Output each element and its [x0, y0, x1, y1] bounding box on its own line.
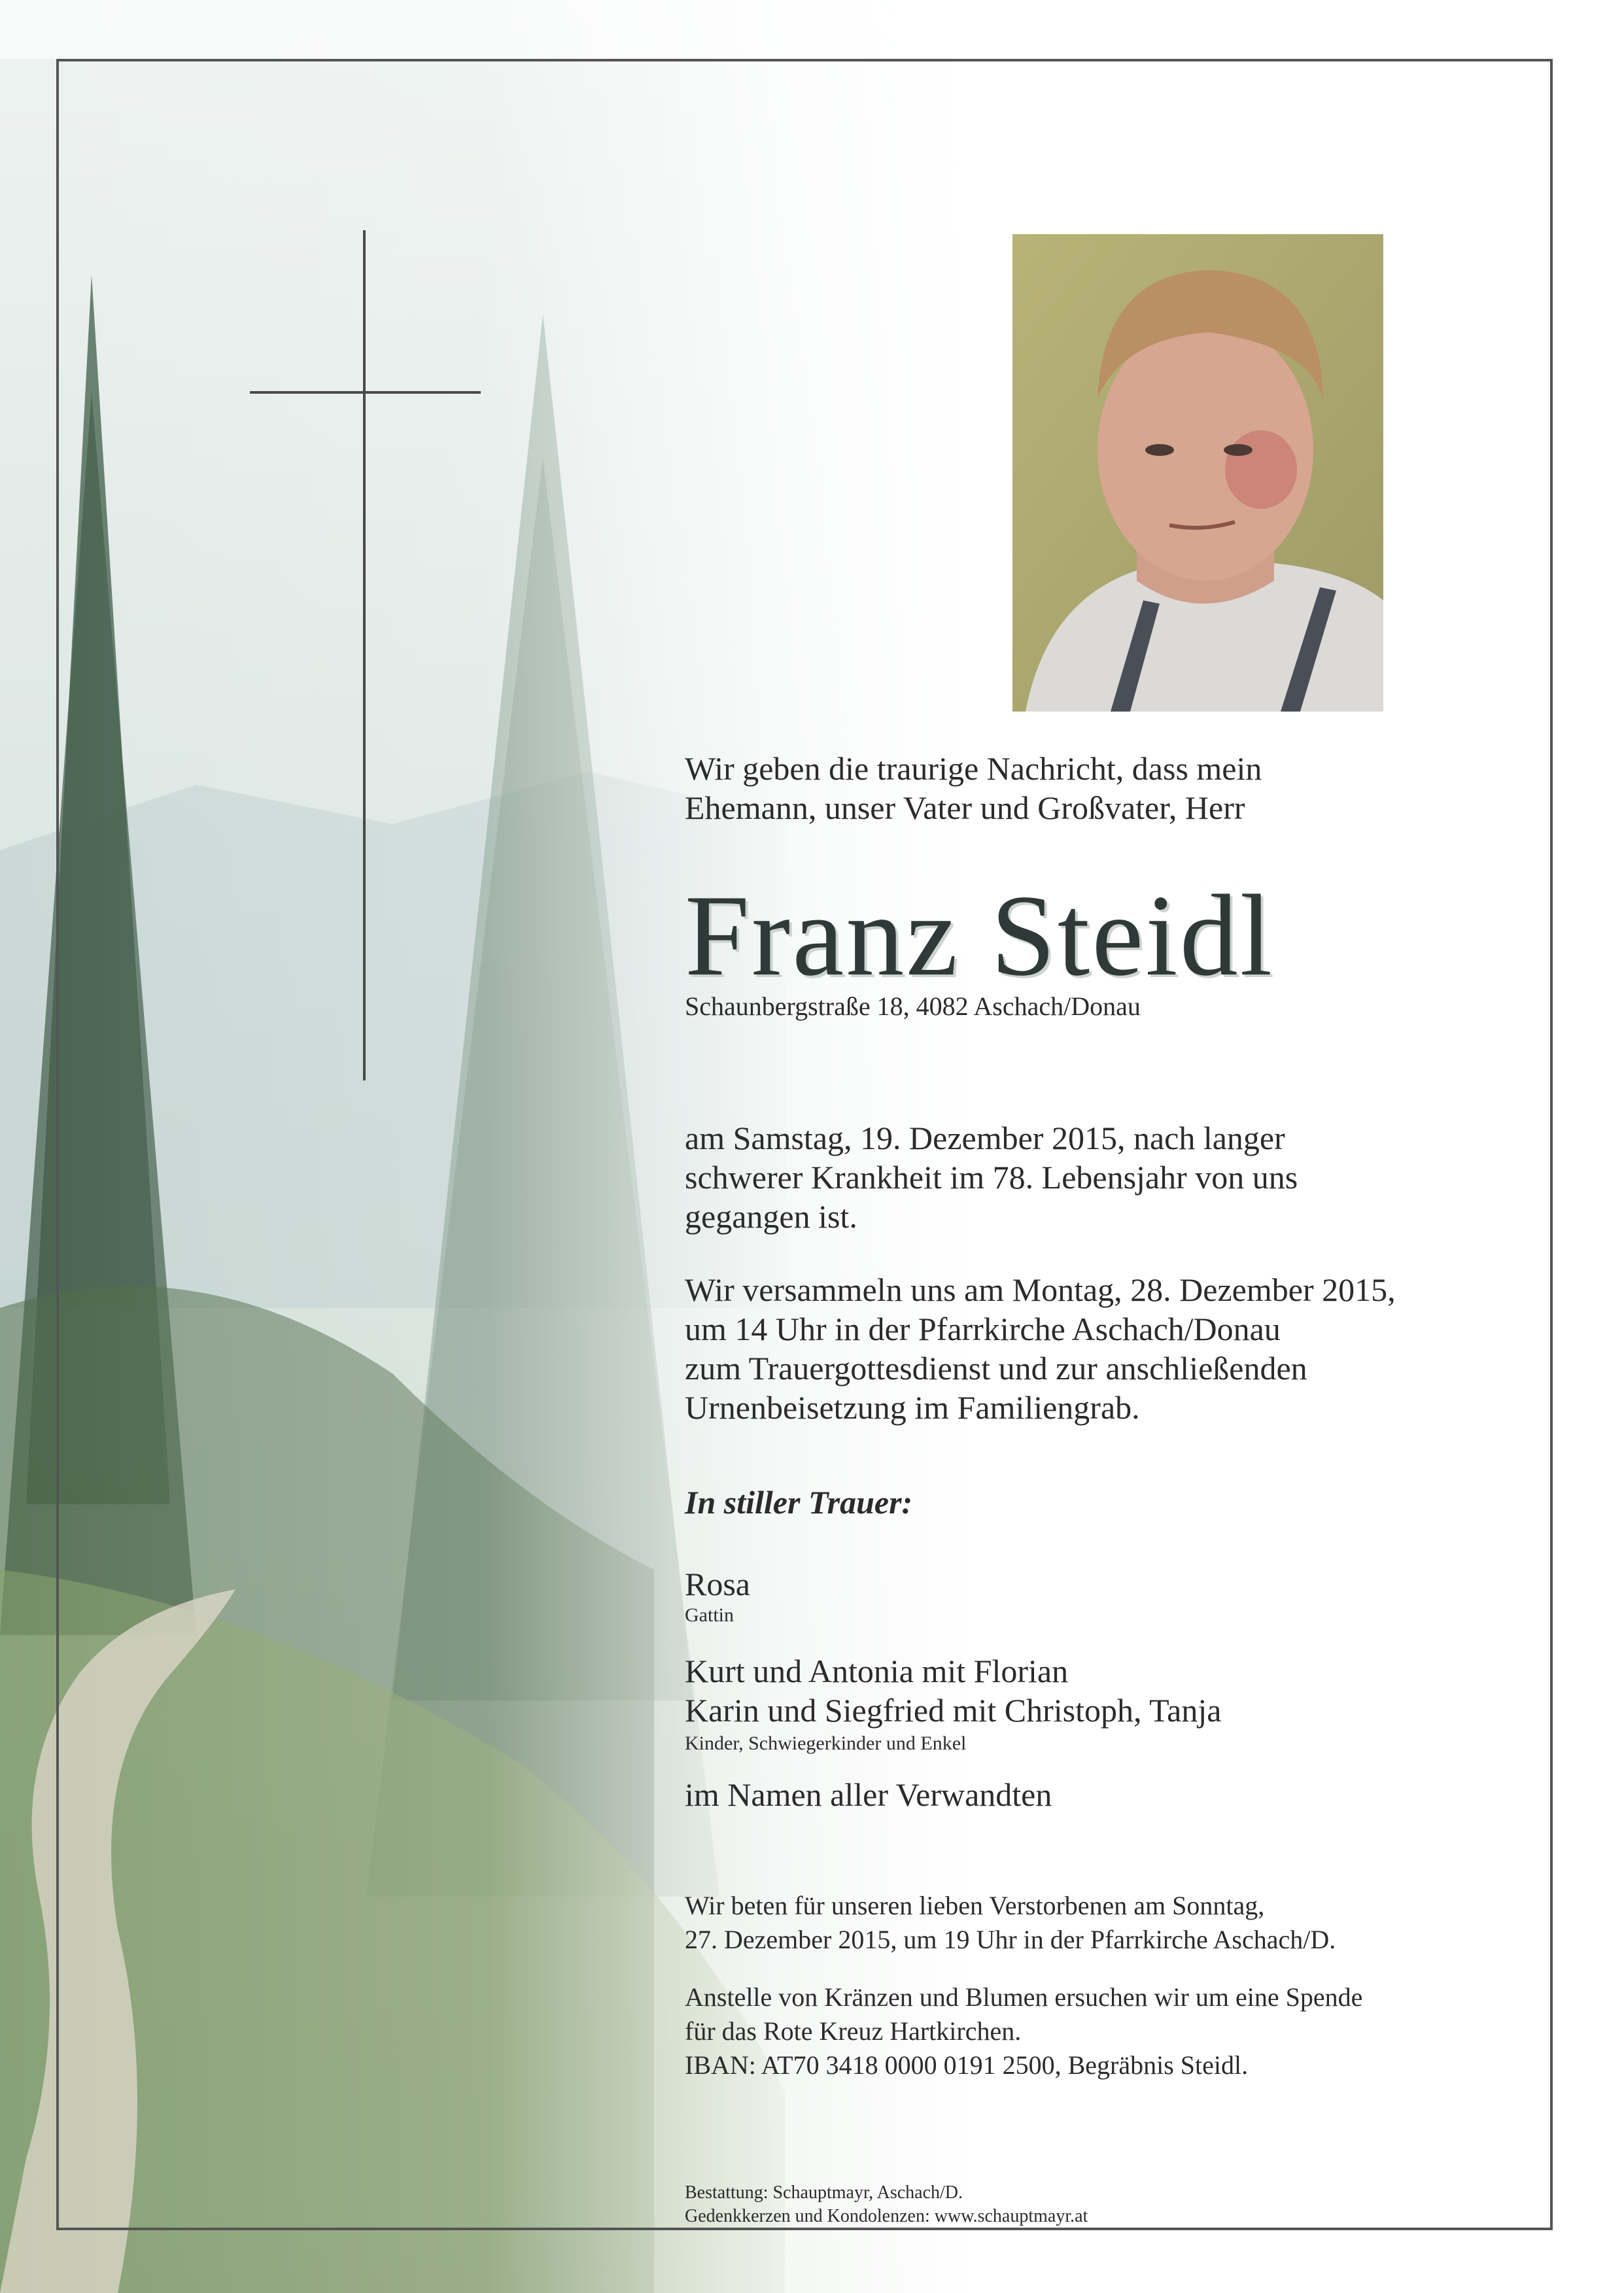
relatives-line: im Namen aller Verwandten: [685, 1776, 1052, 1813]
death-line: am Samstag, 19. Dezember 2015, nach langer: [685, 1120, 1285, 1156]
donation-line: IBAN: AT70 3418 0000 0191 2500, Begräbnis Steidl.: [685, 2050, 1249, 2080]
children-list: [685, 1651, 1221, 1730]
cross-icon: [363, 230, 366, 1080]
children-role: Kinder, Schwiegerkinder und Enkel: [685, 1733, 967, 1754]
intro-line: Ehemann, unser Vater und Großvater, Herr: [685, 789, 1245, 826]
donation-line: Anstelle von Kränzen und Blumen ersuchen wir um eine Spende: [685, 1982, 1363, 2012]
child-family-line: Kurt und Antonia mit Florian: [685, 1653, 1069, 1689]
child-family-line: Karin und Siegfried mit Christoph, Tanja: [685, 1692, 1222, 1729]
funeral-line: Urnenbeisetzung im Familiengrab.: [685, 1389, 1140, 1426]
deceased-address: Schaunbergstraße 18, 4082 Aschach/Donau: [685, 991, 1141, 1021]
death-line: gegangen ist.: [685, 1198, 857, 1235]
footer-line: Gedenkkerzen und Kondolenzen: www.schauptmayr.at: [685, 2206, 1088, 2226]
spouse-role: Gattin: [685, 1604, 734, 1626]
spouse-name: Rosa: [685, 1566, 750, 1602]
funeral-line: zum Trauergottesdienst und zur anschließenden: [685, 1350, 1307, 1387]
cross-icon-bar: [250, 391, 481, 394]
footer-credits: [685, 2181, 1088, 2228]
intro-text: [685, 749, 1262, 827]
funeral-line: um 14 Uhr in der Pfarrkirche Aschach/Donau: [685, 1311, 1281, 1347]
prayer-line: 27. Dezember 2015, um 19 Uhr in der Pfarrkirche Aschach/D.: [685, 1925, 1336, 1954]
donation-line: für das Rote Kreuz Hartkirchen.: [685, 2016, 1022, 2046]
donation-notice: [685, 1980, 1362, 2082]
intro-line: Wir geben die traurige Nachricht, dass mein: [685, 750, 1262, 787]
portrait-photo: [1012, 234, 1383, 712]
deceased-name: Franz Steidl: [685, 871, 1275, 1000]
death-announcement: [685, 1118, 1298, 1236]
prayer-line: Wir beten für unseren lieben Verstorbenen am Sonntag,: [685, 1891, 1265, 1920]
prayer-notice: [685, 1889, 1336, 1957]
footer-line: Bestattung: Schauptmayr, Aschach/D.: [685, 2182, 963, 2203]
funeral-details: [685, 1270, 1396, 1427]
mourning-heading: In stiller Trauer:: [685, 1484, 913, 1521]
funeral-line: Wir versammeln uns am Montag, 28. Dezember 2015,: [685, 1271, 1396, 1308]
death-line: schwerer Krankheit im 78. Lebensjahr von uns: [685, 1159, 1298, 1196]
